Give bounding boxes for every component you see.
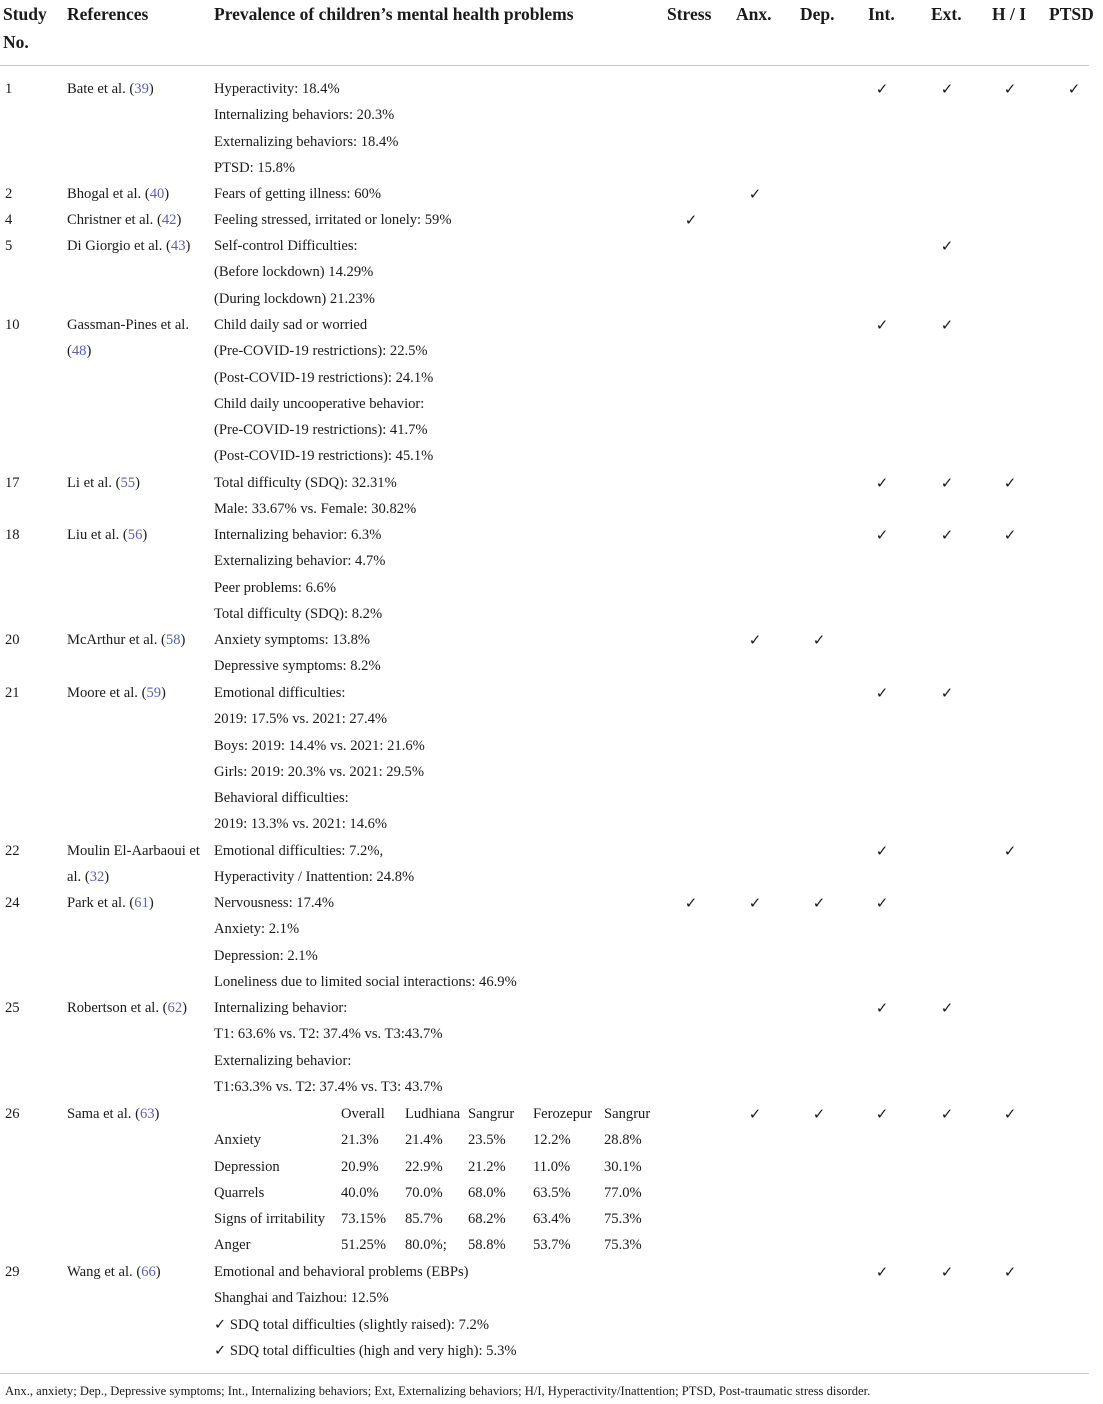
prevalence-line: (Post-COVID-19 restrictions): 24.1%	[214, 369, 434, 386]
sama-subtable-header	[214, 1101, 664, 1127]
reference-close: )	[182, 1000, 187, 1016]
prevalence-line: Hyperactivity: 18.4%	[214, 81, 340, 97]
sama-cell: 11.0%	[533, 1158, 571, 1175]
reference-author: Moulin El-Aarbaoui et al. (	[67, 843, 200, 886]
sama-cell: 53.7%	[533, 1237, 571, 1254]
prevalence-line: Total difficulty (SDQ): 8.2%	[214, 605, 383, 622]
sama-col-ludhiana: Ludhiana	[405, 1106, 461, 1122]
prevalence-line: Emotional difficulties: 7.2%,	[214, 843, 384, 859]
reference-author: Li et al. (	[67, 475, 121, 491]
sama-cell: 68.2%	[468, 1211, 506, 1228]
sama-cell: 68.0%	[468, 1184, 506, 1201]
prevalence-line: Externalizing behavior: 4.7%	[214, 553, 386, 570]
reference-link[interactable]: 48	[71, 343, 87, 360]
prevalence-line: Self-control Difficulties:	[214, 238, 358, 254]
sama-cell: 75.3%	[604, 1211, 642, 1228]
reference-author: Robertson et al. (	[67, 1000, 168, 1016]
check-ext-icon: ✓	[940, 1105, 954, 1123]
check-ext-icon: ✓	[940, 474, 954, 492]
prevalence-line: (Pre-COVID-19 restrictions): 41.7%	[214, 422, 428, 439]
prevalence	[214, 470, 416, 523]
reference-close: )	[104, 869, 110, 886]
sama-cell: 51.25%	[341, 1237, 386, 1254]
prevalence	[214, 181, 381, 207]
prevalence-line: Depressive symptoms: 8.2%	[214, 658, 381, 675]
reference-link[interactable]: 61	[134, 895, 149, 911]
prevalence	[214, 76, 398, 181]
prevalence-line: Internalizing behaviors: 20.3%	[214, 107, 395, 124]
sama-row-label: Signs of irritability	[214, 1211, 326, 1228]
study-number: 17	[5, 475, 20, 491]
check-anx-icon: ✓	[748, 894, 762, 912]
check-int-icon: ✓	[875, 1263, 889, 1281]
reference-link[interactable]: 62	[167, 1000, 183, 1016]
reference	[67, 995, 209, 1021]
check-ext-icon: ✓	[940, 1263, 954, 1281]
reference	[67, 522, 209, 548]
reference-author: Moore et al. (	[67, 685, 147, 701]
reference-close: )	[176, 212, 182, 228]
reference-author: Christner et al. (	[67, 212, 162, 228]
header-references: References	[67, 4, 149, 24]
prevalence-line: PTSD: 15.8%	[214, 159, 296, 176]
check-dep-icon: ✓	[812, 894, 826, 912]
check-hi-icon: ✓	[1003, 1105, 1017, 1123]
reference	[67, 207, 209, 233]
check-dep-icon: ✓	[812, 1105, 826, 1123]
prevalence-line: Externalizing behavior:	[214, 1052, 352, 1069]
prevalence-line: Nervousness: 17.4%	[214, 895, 334, 911]
prevalence-line: Anxiety: 2.1%	[214, 921, 300, 938]
sama-subtable-row	[214, 1154, 664, 1180]
prevalence-line: ✓ SDQ total difficulties (slightly raised): 7.2%	[214, 1316, 490, 1333]
prevalence	[214, 890, 517, 995]
table-bottom-divider	[0, 1373, 1089, 1374]
prevalence-line: Internalizing behavior:	[214, 1000, 348, 1016]
sama-cell: 85.7%	[405, 1211, 443, 1228]
reference-author: Di Giorgio et al. (	[67, 238, 171, 254]
reference-close: )	[164, 186, 170, 202]
sama-subtable-row	[214, 1232, 664, 1258]
header-dep: Dep.	[800, 4, 835, 24]
check-anx-icon: ✓	[748, 185, 762, 203]
sama-cell: 73.15%	[341, 1211, 386, 1228]
check-hi-icon: ✓	[1003, 1263, 1017, 1281]
study-number: 25	[5, 1000, 20, 1016]
prevalence-line: T1: 63.6% vs. T2: 37.4% vs. T3:43.7%	[214, 1026, 443, 1043]
reference-link[interactable]: 55	[120, 475, 136, 491]
sama-subtable-row	[214, 1180, 664, 1206]
reference-author: McArthur et al. (	[67, 632, 166, 648]
study-number: 4	[5, 212, 13, 228]
reference-close: )	[148, 81, 154, 97]
prevalence-line: Shanghai and Taizhou: 12.5%	[214, 1290, 389, 1307]
sama-cell: 23.5%	[468, 1132, 506, 1149]
reference-link[interactable]: 59	[146, 685, 162, 701]
reference	[67, 76, 209, 102]
prevalence-line: Male: 33.67% vs. Female: 30.82%	[214, 501, 417, 518]
header-study-no: Study No.	[3, 4, 47, 52]
reference-close: )	[142, 527, 148, 543]
prevalence-line: Anxiety symptoms: 13.8%	[214, 632, 371, 648]
prevalence-line: Emotional and behavioral problems (EBPs)	[214, 1264, 469, 1280]
check-ext-icon: ✓	[940, 316, 954, 334]
study-number: 10	[5, 317, 20, 333]
check-hi-icon: ✓	[1003, 80, 1017, 98]
sama-cell: 58.8%	[468, 1237, 506, 1254]
sama-cell: 20.9%	[341, 1158, 379, 1175]
prevalence-line: Total difficulty (SDQ): 32.31%	[214, 475, 397, 491]
prevalence	[214, 312, 433, 470]
study-number: 5	[5, 238, 13, 254]
prevalence-line: Behavioral difficulties:	[214, 790, 349, 807]
sama-cell: 21.4%	[405, 1132, 443, 1149]
prevalence-line: T1:63.3% vs. T2: 37.4% vs. T3: 43.7%	[214, 1078, 443, 1095]
reference	[67, 890, 209, 916]
sama-cell: 22.9%	[405, 1158, 443, 1175]
study-number: 26	[5, 1106, 20, 1122]
sama-cell: 40.0%	[341, 1184, 379, 1201]
reference	[67, 680, 209, 706]
reference-link[interactable]: 39	[134, 81, 149, 97]
prevalence-line: Child daily uncooperative behavior:	[214, 395, 425, 412]
reference	[67, 1101, 209, 1127]
sama-cell: 63.4%	[533, 1211, 571, 1228]
prevalence-line: (Post-COVID-19 restrictions): 45.1%	[214, 448, 434, 465]
check-int-icon: ✓	[875, 842, 889, 860]
reference-author: Gassman-Pines et al. (	[67, 317, 189, 360]
check-int-icon: ✓	[875, 1105, 889, 1123]
prevalence-line: Externalizing behaviors: 18.4%	[214, 133, 399, 150]
reference-link[interactable]: 43	[170, 238, 186, 254]
sama-col-sangrur-2: Sangrur	[604, 1106, 651, 1122]
sama-cell: 80.0%;	[405, 1237, 447, 1254]
check-stress-icon: ✓	[684, 894, 698, 912]
sama-cell: 70.0%	[405, 1184, 443, 1201]
reference-close: )	[154, 1106, 160, 1122]
sama-cell: 77.0%	[604, 1184, 642, 1201]
header-ext: Ext.	[931, 4, 962, 24]
sama-cell: 63.5%	[533, 1184, 571, 1201]
check-hi-icon: ✓	[1003, 842, 1017, 860]
header-ptsd: PTSD	[1049, 4, 1094, 24]
check-anx-icon: ✓	[748, 631, 762, 649]
reference-author: Park et al. (	[67, 895, 135, 911]
reference-author: Bate et al. (	[67, 81, 135, 97]
check-dep-icon: ✓	[812, 631, 826, 649]
header-int: Int.	[868, 4, 895, 24]
reference	[67, 181, 209, 207]
check-int-icon: ✓	[875, 684, 889, 702]
prevalence	[214, 233, 375, 312]
prevalence-line: 2019: 13.3% vs. 2021: 14.6%	[214, 816, 388, 833]
check-ptsd-icon: ✓	[1067, 80, 1081, 98]
check-ext-icon: ✓	[940, 526, 954, 544]
study-number: 22	[5, 843, 20, 859]
reference	[67, 838, 209, 891]
check-ext-icon: ✓	[940, 999, 954, 1017]
prevalence	[214, 680, 425, 838]
sama-col-sangrur: Sangrur	[468, 1106, 515, 1122]
sama-col-overall: Overall	[341, 1106, 385, 1122]
reference-close: )	[185, 238, 191, 254]
prevalence-line: ✓ SDQ total difficulties (high and very high): 5.3%	[214, 1342, 517, 1359]
sama-subtable-body	[214, 1127, 664, 1258]
sama-cell: 12.2%	[533, 1132, 571, 1149]
reference-close: )	[135, 475, 140, 491]
prevalence-line: Emotional difficulties:	[214, 685, 346, 701]
prevalence-line: Depression: 2.1%	[214, 947, 318, 964]
reference-close: )	[155, 1264, 161, 1280]
sama-subtable-row	[214, 1127, 664, 1153]
check-stress-icon: ✓	[684, 211, 698, 229]
prevalence	[214, 1259, 517, 1364]
sama-cell: 21.2%	[468, 1158, 506, 1175]
reference-link[interactable]: 42	[161, 212, 177, 228]
sama-cell: 75.3%	[604, 1237, 642, 1254]
reference-link[interactable]: 40	[149, 186, 165, 202]
prevalence	[214, 627, 381, 680]
prevalence-line: Peer problems: 6.6%	[214, 579, 336, 596]
prevalence-line: 2019: 17.5% vs. 2021: 27.4%	[214, 711, 388, 728]
sama-row-label: Anger	[214, 1237, 251, 1254]
study-number: 1	[5, 81, 13, 97]
reference-close: )	[148, 895, 154, 911]
reference-author: Liu et al. (	[67, 527, 128, 543]
reference	[67, 233, 209, 259]
reference-link[interactable]: 56	[127, 527, 143, 543]
prevalence-line: Girls: 2019: 20.3% vs. 2021: 29.5%	[214, 763, 424, 780]
header-anx: Anx.	[736, 4, 772, 24]
sama-cell: 21.3%	[341, 1132, 379, 1149]
prevalence-line: Hyperactivity / Inattention: 24.8%	[214, 869, 415, 886]
check-int-icon: ✓	[875, 526, 889, 544]
prevalence	[214, 522, 385, 627]
prevalence-line: (During lockdown) 21.23%	[214, 290, 375, 307]
prevalence-line: Internalizing behavior: 6.3%	[214, 527, 382, 543]
prevalence-line: Child daily sad or worried	[214, 317, 368, 333]
header-hi: H / I	[992, 4, 1027, 24]
prevalence-line: Boys: 2019: 14.4% vs. 2021: 21.6%	[214, 737, 425, 754]
sama-subtable	[214, 1101, 664, 1259]
prevalence	[214, 838, 414, 891]
study-number: 18	[5, 527, 20, 543]
reference-close: )	[180, 632, 186, 648]
prevalence-line: (Before lockdown) 14.29%	[214, 264, 374, 281]
check-int-icon: ✓	[875, 316, 889, 334]
sama-cell: 28.8%	[604, 1132, 642, 1149]
check-ext-icon: ✓	[940, 80, 954, 98]
reference-close: )	[161, 685, 166, 701]
table-footnote: Anx., anxiety; Dep., Depressive symptoms; Int., Internalizing behaviors; Ext, Externalizing behaviors; H/I, Hyperactivity/Inattention; PTSD, Post-traumatic stress disorder.	[5, 1384, 871, 1398]
reference	[67, 627, 209, 653]
check-ext-icon: ✓	[940, 684, 954, 702]
check-int-icon: ✓	[875, 474, 889, 492]
reference	[67, 1259, 209, 1285]
reference-close: )	[86, 343, 92, 360]
check-hi-icon: ✓	[1003, 526, 1017, 544]
reference-author: Bhogal et al. (	[67, 186, 150, 202]
study-number: 20	[5, 632, 20, 648]
reference-author: Sama et al. (	[67, 1106, 140, 1122]
sama-cell: 30.1%	[604, 1158, 642, 1175]
check-int-icon: ✓	[875, 999, 889, 1017]
reference-link[interactable]: 66	[141, 1264, 156, 1280]
check-ext-icon: ✓	[940, 237, 954, 255]
prevalence	[214, 995, 443, 1100]
sama-row-label: Depression	[214, 1158, 280, 1175]
prevalence	[214, 207, 452, 233]
sama-col-ferozepur: Ferozepur	[533, 1106, 593, 1122]
study-number: 21	[5, 685, 20, 701]
study-number: 2	[5, 186, 13, 202]
sama-row-label: Anxiety	[214, 1132, 262, 1149]
reference	[67, 312, 209, 365]
prevalence-line: Fears of getting illness: 60%	[214, 186, 381, 202]
check-hi-icon: ✓	[1003, 474, 1017, 492]
header-stress: Stress	[667, 4, 712, 24]
reference-link[interactable]: 32	[89, 869, 105, 886]
reference-link[interactable]: 58	[165, 632, 181, 648]
check-int-icon: ✓	[875, 894, 889, 912]
header-prevalence: Prevalence of children’s mental health problems	[214, 4, 574, 24]
header-divider	[0, 65, 1089, 66]
check-anx-icon: ✓	[748, 1105, 762, 1123]
prevalence-line: Loneliness due to limited social interactions: 46.9%	[214, 973, 517, 990]
reference-link[interactable]: 63	[139, 1106, 155, 1122]
study-number: 24	[5, 895, 20, 911]
sama-row-label: Quarrels	[214, 1184, 265, 1201]
study-number: 29	[5, 1264, 20, 1280]
sama-subtable-row	[214, 1206, 664, 1232]
prevalence-line: (Pre-COVID-19 restrictions): 22.5%	[214, 343, 428, 360]
reference-author: Wang et al. (	[67, 1264, 142, 1280]
check-int-icon: ✓	[875, 80, 889, 98]
prevalence-line: Feeling stressed, irritated or lonely: 59%	[214, 212, 452, 228]
reference	[67, 470, 209, 496]
